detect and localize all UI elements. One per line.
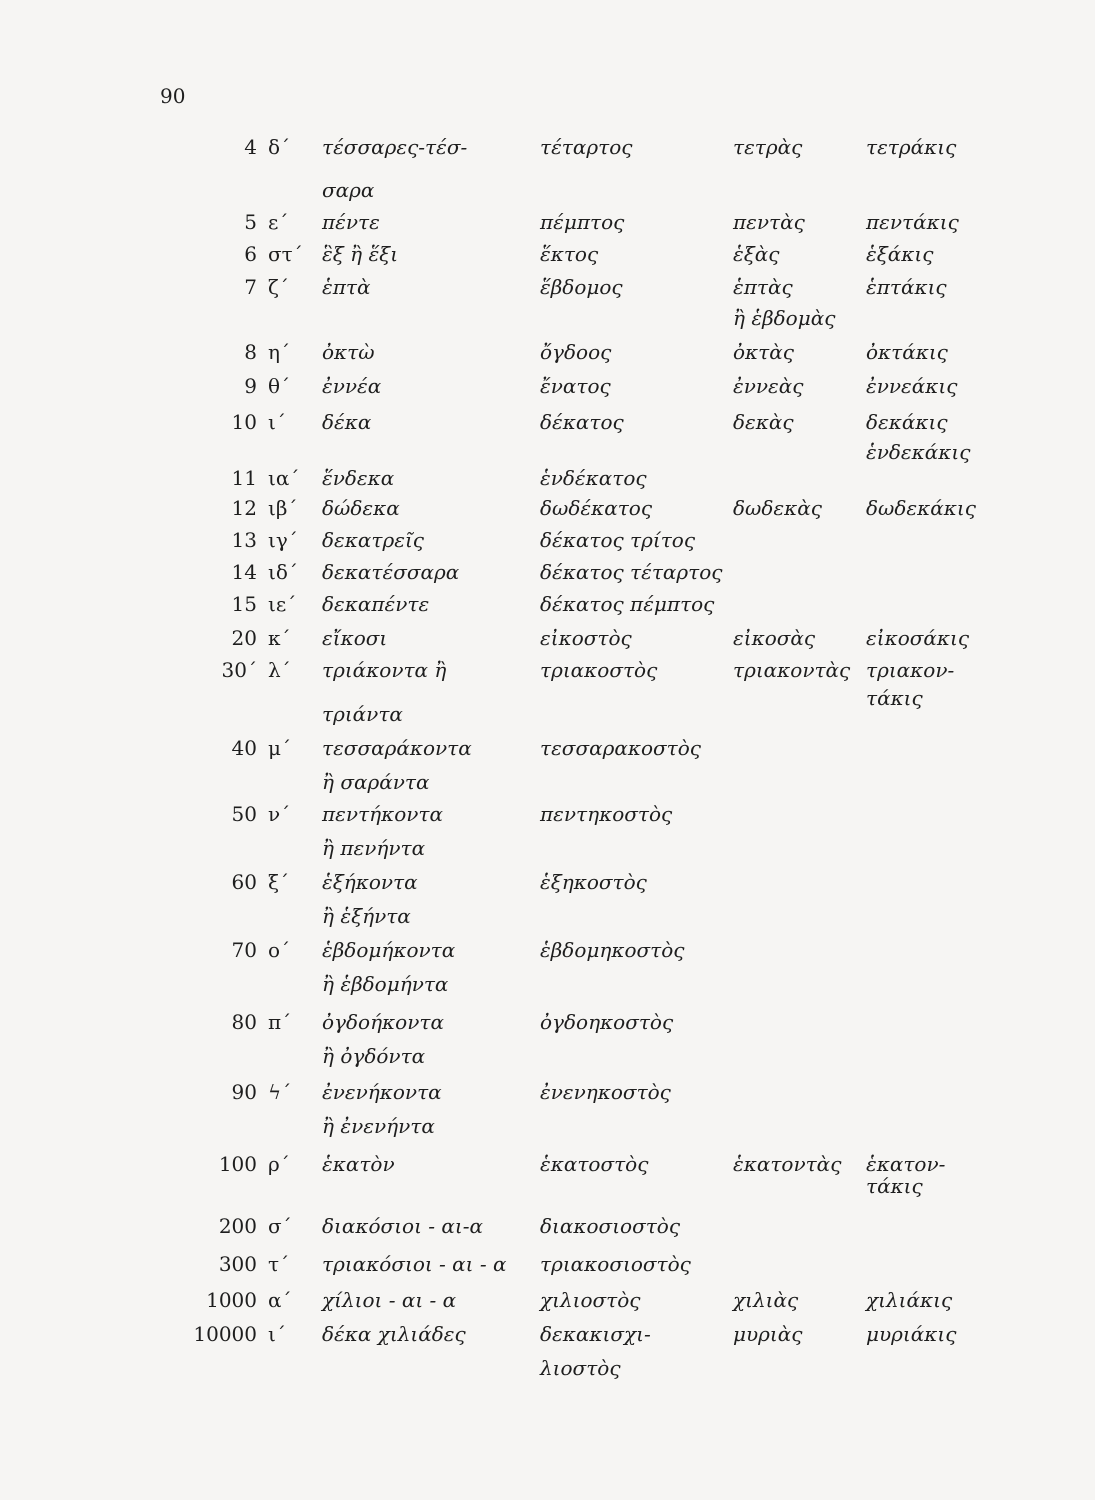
greek-numeral-cell: ν΄ (268, 802, 291, 826)
greek-numeral-cell: θ΄ (268, 374, 291, 398)
cardinal-cell: ὀγδοήκοντα (322, 1010, 444, 1034)
table-row (0, 836, 1095, 870)
cardinal-cell: ἢ ἐνενήντα (322, 1114, 435, 1138)
adverb-cell: εἰκοσάκις (866, 626, 970, 650)
cardinal-cell: ἢ σαράντα (322, 770, 430, 794)
greek-numeral-cell: ι΄ (268, 410, 286, 434)
collective-cell: χιλιὰς (733, 1288, 799, 1312)
adverb-cell: ὀκτάκις (866, 340, 948, 364)
table-row (0, 870, 1095, 904)
number-cell: 100 (218, 1152, 257, 1176)
greek-numeral-cell: η΄ (268, 340, 290, 364)
cardinal-cell: ἑκατὸν (322, 1152, 395, 1176)
greek-numeral-cell: ο΄ (268, 938, 291, 962)
table-row (0, 938, 1095, 972)
table-row (0, 770, 1095, 804)
table-row (0, 135, 1095, 169)
collective-cell: μυριὰς (733, 1322, 803, 1346)
ordinal-cell: διακοσιοστὸς (540, 1214, 681, 1238)
table-row (0, 178, 1095, 212)
ordinal-cell: ὀγδοηκοστὸς (540, 1010, 674, 1034)
table-row (0, 410, 1095, 444)
cardinal-cell: ὀκτὼ (322, 340, 375, 364)
ordinal-cell: εἰκοστὸς (540, 626, 632, 650)
cardinal-cell: δεκατέσσαρα (322, 560, 460, 584)
table-row (0, 1010, 1095, 1044)
adverb-cell: τριακον- (866, 658, 955, 682)
number-cell: 90 (231, 1080, 257, 1104)
ordinal-cell: δέκατος (540, 410, 624, 434)
adverb-cell: δεκάκις (866, 410, 948, 434)
collective-cell: ἢ ἑβδομὰς (733, 306, 836, 330)
adverb-cell: ἐννεάκις (866, 374, 958, 398)
cardinal-cell: τριάκοντα ἢ (322, 658, 447, 682)
number-cell: 50 (231, 802, 257, 826)
adverb-cell: ἑνδεκάκις (866, 440, 971, 464)
adverb-cell: πεντάκις (866, 210, 959, 234)
greek-numeral-cell: τ΄ (268, 1252, 290, 1276)
ordinal-cell: δεκακισχι- (540, 1322, 651, 1346)
collective-cell: δωδεκὰς (733, 496, 822, 520)
adverb-cell: ἑξάκις (866, 242, 934, 266)
adverb-cell: τάκις (866, 1174, 923, 1198)
ordinal-cell: ἐνενηκοστὸς (540, 1080, 671, 1104)
ordinal-cell: δωδέκατος (540, 496, 653, 520)
greek-numeral-cell: σ΄ (268, 1214, 292, 1238)
cardinal-cell: ἓξ ἢ ἕξι (322, 242, 399, 266)
greek-numeral-cell: ιγ΄ (268, 528, 298, 552)
ordinal-cell: χιλιοστὸς (540, 1288, 641, 1312)
number-cell: 40 (231, 736, 257, 760)
greek-numeral-cell: ε΄ (268, 210, 289, 234)
cardinal-cell: ἑξήκοντα (322, 870, 418, 894)
ordinal-cell: πέμπτος (540, 210, 625, 234)
number-cell: 30΄ (221, 658, 257, 682)
table-row (0, 560, 1095, 594)
ordinal-cell: ἑξηκοστὸς (540, 870, 647, 894)
table-row (0, 1044, 1095, 1078)
number-cell: 15 (231, 592, 257, 616)
ordinal-cell: δέκατος τρίτος (540, 528, 696, 552)
ordinal-cell: τριακοσιοστὸς (540, 1252, 691, 1276)
ordinal-cell: τεσσαρακοστὸς (540, 736, 701, 760)
cardinal-cell: τέσσαρες-τέσ- (322, 135, 468, 159)
number-cell: 9 (244, 374, 257, 398)
adverb-cell: τετράκις (866, 135, 957, 159)
table-row (0, 1080, 1095, 1114)
collective-cell: ἑπτὰς (733, 275, 793, 299)
ordinal-cell: πεντηκοστὸς (540, 802, 673, 826)
cardinal-cell: χίλιοι - αι - α (322, 1288, 457, 1312)
greek-numeral-cell: λ΄ (268, 658, 291, 682)
number-cell: 1000 (206, 1288, 257, 1312)
table-row (0, 1214, 1095, 1248)
ordinal-cell: δέκατος πέμπτος (540, 592, 715, 616)
collective-cell: ἑξὰς (733, 242, 780, 266)
number-cell: 200 (218, 1214, 257, 1238)
greek-numeral-cell: ιδ΄ (268, 560, 298, 584)
table-row (0, 626, 1095, 660)
number-cell: 10 (231, 410, 257, 434)
number-cell: 13 (231, 528, 257, 552)
page-number: 90 (160, 84, 186, 108)
number-cell: 80 (231, 1010, 257, 1034)
cardinal-cell: τριάντα (322, 702, 403, 726)
table-row (0, 1288, 1095, 1322)
cardinal-cell: τριακόσιοι - αι - α (322, 1252, 507, 1276)
table-row (0, 210, 1095, 244)
cardinal-cell: τεσσαράκοντα (322, 736, 472, 760)
greek-numeral-cell: δ΄ (268, 135, 291, 159)
ordinal-cell: δέκατος τέταρτος (540, 560, 723, 584)
ordinal-cell: ἕβδομος (540, 275, 623, 299)
greek-numeral-cell: ρ΄ (268, 1152, 290, 1176)
ordinal-cell: ἑβδομηκοστὸς (540, 938, 685, 962)
greek-numeral-cell: α΄ (268, 1288, 292, 1312)
greek-numeral-cell: ιβ΄ (268, 496, 298, 520)
cardinal-cell: δέκα (322, 410, 372, 434)
table-row (0, 340, 1095, 374)
table-row (0, 592, 1095, 626)
cardinal-cell: δεκαπέντε (322, 592, 430, 616)
table-row (0, 306, 1095, 340)
collective-cell: τριακοντὰς (733, 658, 851, 682)
number-cell: 8 (244, 340, 257, 364)
number-cell: 60 (231, 870, 257, 894)
table-row (0, 242, 1095, 276)
ordinal-cell: ὄγδοος (540, 340, 612, 364)
table-row (0, 275, 1095, 309)
cardinal-cell: ἕνδεκα (322, 466, 395, 490)
number-cell: 6 (244, 242, 257, 266)
cardinal-cell: ἑβδομήκοντα (322, 938, 456, 962)
number-cell: 20 (231, 626, 257, 650)
table-row (0, 374, 1095, 408)
table-row (0, 496, 1095, 530)
ordinal-cell: ἑνδέκατος (540, 466, 647, 490)
table-row (0, 736, 1095, 770)
adverb-cell: χιλιάκις (866, 1288, 953, 1312)
collective-cell: τετρὰς (733, 135, 803, 159)
number-cell: 5 (244, 210, 257, 234)
ordinal-cell: ἔνατος (540, 374, 611, 398)
number-cell: 70 (231, 938, 257, 962)
greek-numeral-cell: στ΄ (268, 242, 303, 266)
collective-cell: πεντὰς (733, 210, 805, 234)
table-row (0, 972, 1095, 1006)
ordinal-cell: τριακοστὸς (540, 658, 658, 682)
greek-numeral-cell: μ΄ (268, 736, 291, 760)
greek-numeral-cell: ιε΄ (268, 592, 297, 616)
number-cell: 4 (244, 135, 257, 159)
ordinal-cell: ἑκατοστὸς (540, 1152, 649, 1176)
greek-numeral-cell: κ΄ (268, 626, 291, 650)
number-cell: 14 (231, 560, 257, 584)
greek-numeral-cell: ι΄ (268, 1322, 286, 1346)
number-cell: 10000 (193, 1322, 257, 1346)
cardinal-cell: ἐνενήκοντα (322, 1080, 442, 1104)
collective-cell: ὀκτὰς (733, 340, 794, 364)
adverb-cell: μυριάκις (866, 1322, 957, 1346)
table-row (0, 1114, 1095, 1148)
number-cell: 7 (244, 275, 257, 299)
number-cell: 11 (231, 466, 257, 490)
cardinal-cell: ἑπτὰ (322, 275, 371, 299)
cardinal-cell: εἴκοσι (322, 626, 388, 650)
collective-cell: δεκὰς (733, 410, 794, 434)
table-row (0, 466, 1095, 500)
cardinal-cell: δώδεκα (322, 496, 400, 520)
ordinal-cell: ἕκτος (540, 242, 599, 266)
table-row (0, 904, 1095, 938)
collective-cell: ἑκατοντὰς (733, 1152, 842, 1176)
adverb-cell: τάκις (866, 686, 923, 710)
greek-numeral-cell: π΄ (268, 1010, 292, 1034)
collective-cell: ἐννεὰς (733, 374, 804, 398)
cardinal-cell: ἢ πενήντα (322, 836, 426, 860)
cardinal-cell: πεντήκοντα (322, 802, 443, 826)
table-row (0, 528, 1095, 562)
cardinal-cell: σαρα (322, 178, 375, 202)
adverb-cell: ἑπτάκις (866, 275, 947, 299)
table-row (0, 1252, 1095, 1286)
cardinal-cell: ἢ ὀγδόντα (322, 1044, 426, 1068)
number-cell: 300 (218, 1252, 257, 1276)
cardinal-cell: πέντε (322, 210, 380, 234)
collective-cell: εἰκοσὰς (733, 626, 816, 650)
table-row (0, 1174, 1095, 1208)
ordinal-cell: τέταρτος (540, 135, 633, 159)
table-row (0, 1356, 1095, 1390)
cardinal-cell: ἢ ἑξήντα (322, 904, 411, 928)
table-row (0, 1322, 1095, 1356)
table-row (0, 802, 1095, 836)
cardinal-cell: δέκα χιλιάδες (322, 1322, 466, 1346)
cardinal-cell: δεκατρεῖς (322, 528, 424, 552)
greek-numeral-cell: ξ΄ (268, 870, 290, 894)
cardinal-cell: ἢ ἑβδομήντα (322, 972, 449, 996)
cardinal-cell: διακόσιοι - αι-α (322, 1214, 484, 1238)
table-row (0, 702, 1095, 736)
adverb-cell: δωδεκάκις (866, 496, 976, 520)
number-cell: 12 (231, 496, 257, 520)
ordinal-cell: λιοστὸς (540, 1356, 621, 1380)
greek-numeral-cell: ϟ΄ (268, 1080, 292, 1104)
adverb-cell: ἑκατον- (866, 1152, 946, 1176)
greek-numeral-cell: ια΄ (268, 466, 300, 490)
cardinal-cell: ἐννέα (322, 374, 382, 398)
greek-numeral-cell: ζ΄ (268, 275, 289, 299)
